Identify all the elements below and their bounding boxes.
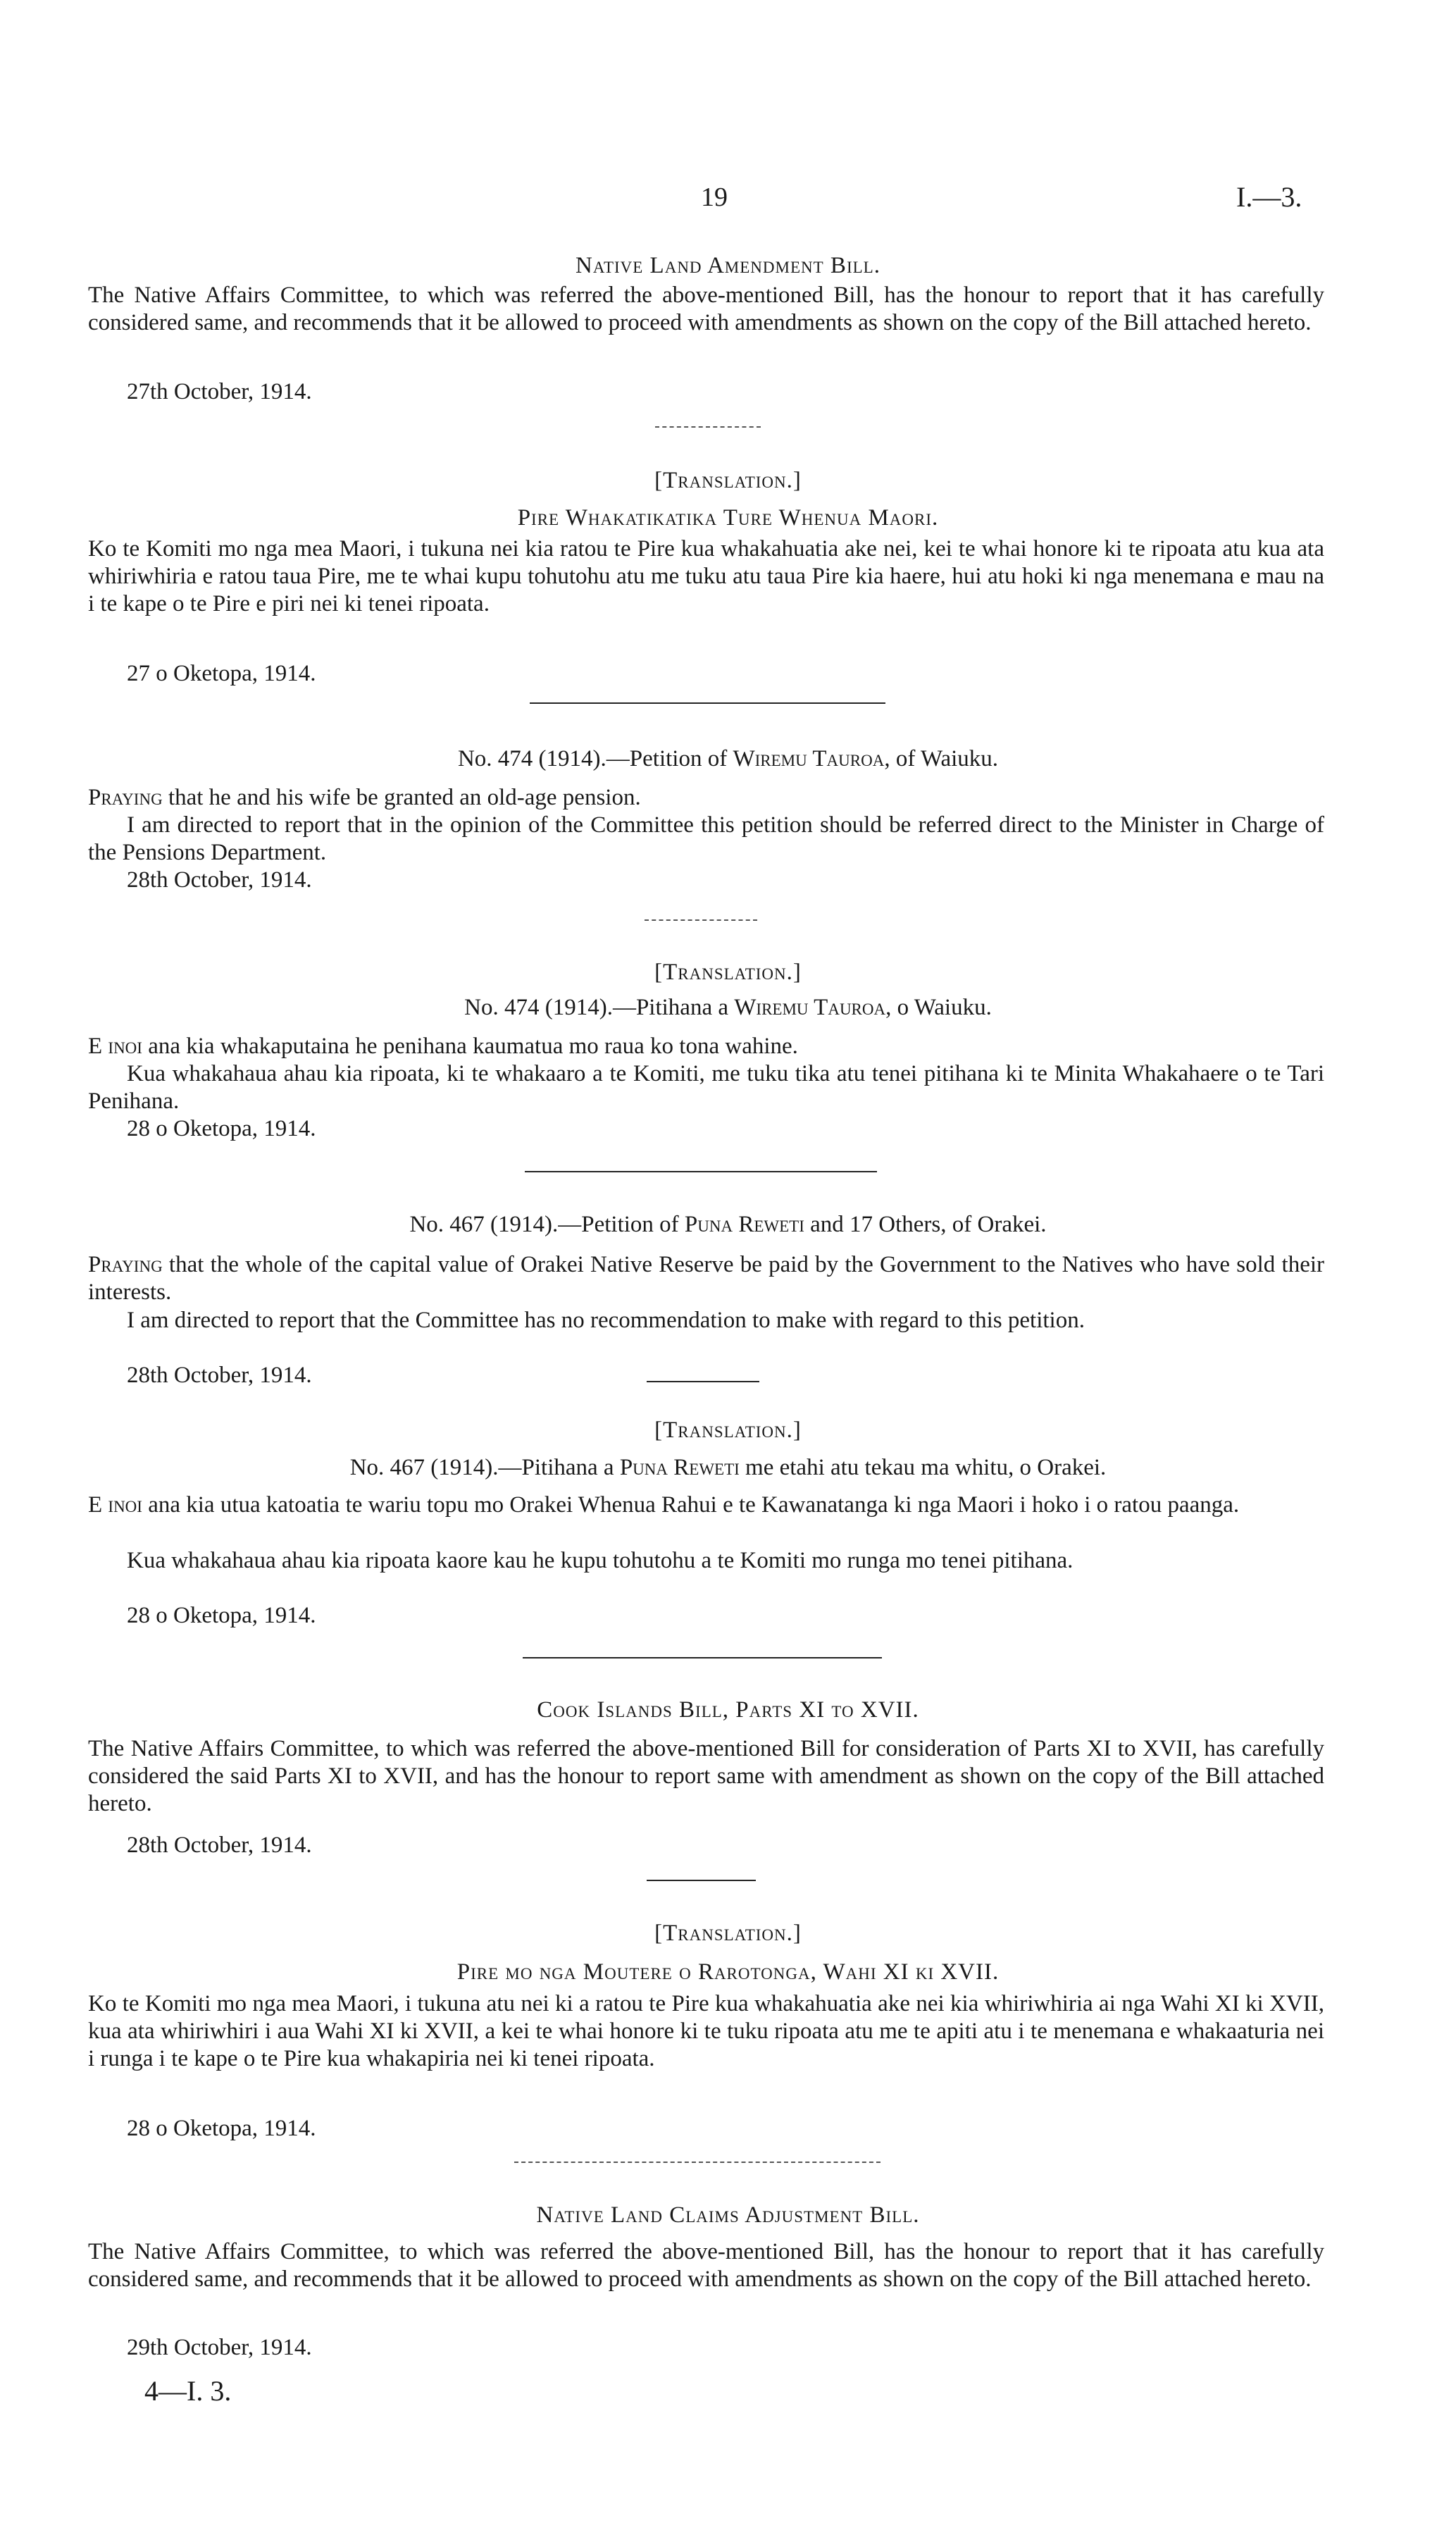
translation-label: [Translation.] bbox=[654, 1921, 802, 1946]
opening-text: ana kia utua katoatia te wariu topu mo Orakei Whenua Rahui e te Kawanatanga ki nga Maori i hoko i o ratou paanga. bbox=[142, 1492, 1240, 1518]
opening-text: ana kia whakaputaina he penihana kaumatua mo raua ko tona wahine. bbox=[142, 1034, 798, 1059]
petition-report: I am directed to report that the Committee has no recommendation to make with regard to this petition. bbox=[127, 1308, 1085, 1333]
section-heading-land-claims: Native Land Claims Adjustment Bill. bbox=[536, 2202, 920, 2228]
section-date: 28 o Oketopa, 1914. bbox=[127, 2116, 316, 2141]
section-date: 28th October, 1914. bbox=[127, 1833, 312, 1858]
document-reference: I.—3. bbox=[1236, 181, 1302, 213]
petition-report: I am directed to report that in the opinion of the Committee this petition should be referred direct to the Minister in Charge of the Pensions Department. bbox=[88, 812, 1324, 865]
petition-title-467 bbox=[0, 1210, 1456, 1239]
section-date: 27th October, 1914. bbox=[127, 379, 312, 404]
petition-place: me etahi atu tekau ma whitu, o Orakei. bbox=[739, 1455, 1107, 1480]
translation-label: [Translation.] bbox=[654, 1418, 802, 1443]
petition-report: Kua whakahaua ahau kia ripoata, ki te whakaaro a te Komiti, me tuku tika atu tenei pitihana ki te Minita Whakahaere o te Tari Penihana. bbox=[88, 1061, 1324, 1114]
translation-body: Ko te Komiti mo nga mea Maori, i tukuna atu nei ki a ratou te Pire kua whakahuatia ake nei kia whiriwhiria ai nga Wahi XI ki XVII, kua ata whiriwhiri i aua Wahi XI ki XVII, a kei te whai honore ki te tuku ripoata atu me te apiti atu i te menemana e whakaaturia nei i runga i te kape o te Pire kua whakapiria nei ki tenei ripoata. bbox=[88, 1991, 1324, 2071]
section-date: 27 o Oketopa, 1914. bbox=[127, 661, 316, 686]
page-number: 19 bbox=[701, 182, 728, 212]
section-heading-cook-islands: Cook Islands Bill, Parts XI to XVII. bbox=[537, 1697, 919, 1723]
section-body-land-claims: The Native Affairs Committee, to which was referred the above-mentioned Bill, has the honour to report that it has carefully considered same, and recommends that it be allowed to proceed with amendments as shown on the copy of the Bill attached hereto. bbox=[88, 2239, 1324, 2292]
petition-opening bbox=[88, 1492, 1324, 1519]
translation-heading: Pire mo nga Moutere o Rarotonga, Wahi XI ki XVII. bbox=[456, 1959, 1000, 1985]
praying-word: Praying bbox=[88, 785, 163, 810]
translation-label: [Translation.] bbox=[654, 468, 802, 493]
petition-title-474-translation bbox=[0, 993, 1456, 1022]
praying-word: Praying bbox=[88, 1252, 163, 1277]
divider bbox=[523, 1657, 882, 1658]
petition-dash: —Pitihana a bbox=[498, 1455, 620, 1480]
translation-heading: Pire Whakatikatika Ture Whenua Maori. bbox=[517, 505, 939, 531]
petition-place: , of Waiuku. bbox=[884, 746, 999, 771]
section-date: 28 o Oketopa, 1914. bbox=[127, 1116, 316, 1141]
translation-body: Ko te Komiti mo nga mea Maori, i tukuna nei kia ratou te Pire kua whakahuatia ake nei, kei te whai honore ki te ripoata atu kua ata whiriwhiria e ratou taua Pire, me te whai kupu tohutohu atu me tuku atu taua Pire kia haere, hui atu hoki ki nga menemana e mau na i te kape o te Pire e piri nei ki tenei ripoata. bbox=[88, 536, 1324, 616]
petition-number: No. 467 (1914). bbox=[409, 1212, 559, 1237]
divider bbox=[645, 919, 757, 921]
section-body-cook-islands: The Native Affairs Committee, to which was referred the above-mentioned Bill for consideration of Parts XI to XVII, has carefully considered the said Parts XI to XVII, and has the honour to report same with amendment as shown on the copy of the Bill attached hereto. bbox=[88, 1736, 1324, 1816]
section-date: 28 o Oketopa, 1914. bbox=[127, 1603, 316, 1628]
petition-place: and 17 Others, of Orakei. bbox=[804, 1212, 1047, 1237]
section-heading-native-land-amendment: Native Land Amendment Bill. bbox=[575, 253, 881, 278]
translation-label: [Translation.] bbox=[654, 960, 802, 985]
praying-text: that the whole of the capital value of Orakei Native Reserve be paid by the Government to the Natives who have sold their interests. bbox=[88, 1252, 1324, 1305]
opening-word: E inoi bbox=[88, 1492, 142, 1518]
petition-number: No. 467 (1914). bbox=[349, 1455, 499, 1480]
divider bbox=[647, 1381, 759, 1382]
footer-signature: 4—I. 3. bbox=[144, 2375, 232, 2407]
petition-praying bbox=[88, 784, 1324, 812]
petitioner-name: Wiremu Tauroa bbox=[734, 995, 886, 1020]
petition-place: , o Waiuku. bbox=[885, 995, 992, 1020]
petition-title-467-translation bbox=[0, 1453, 1456, 1482]
section-body-native-land-amendment: The Native Affairs Committee, to which was referred the above-mentioned Bill, has the honour to report that it has carefully considered same, and recommends that it be allowed to proceed with amendments as shown on the copy of the Bill attached hereto. bbox=[88, 283, 1324, 335]
petition-dash: —Petition of bbox=[558, 1212, 685, 1237]
divider bbox=[514, 2162, 881, 2163]
section-date: 28th October, 1914. bbox=[127, 1363, 312, 1388]
divider bbox=[655, 426, 761, 428]
petitioner-name: Wiremu Tauroa bbox=[733, 746, 885, 771]
petition-title-474 bbox=[0, 745, 1456, 773]
section-date: 29th October, 1914. bbox=[127, 2335, 312, 2360]
petitioner-name: Puna Reweti bbox=[619, 1455, 740, 1480]
divider bbox=[647, 1880, 756, 1881]
petition-praying bbox=[88, 1251, 1324, 1306]
opening-word: E inoi bbox=[88, 1034, 142, 1059]
petitioner-name: Puna Reweti bbox=[684, 1212, 804, 1237]
petition-dash: —Petition of bbox=[606, 746, 733, 771]
petition-dash: —Pitihana a bbox=[612, 995, 735, 1020]
petition-number: No. 474 (1914). bbox=[464, 995, 613, 1020]
divider bbox=[530, 702, 885, 704]
petition-opening bbox=[88, 1033, 1324, 1060]
praying-text: that he and his wife be granted an old-age pension. bbox=[162, 785, 641, 810]
petition-report: Kua whakahaua ahau kia ripoata kaore kau he kupu tohutohu a te Komiti mo runga mo tenei pitihana. bbox=[127, 1548, 1074, 1573]
section-date: 28th October, 1914. bbox=[127, 867, 312, 893]
petition-number: No. 474 (1914). bbox=[457, 746, 606, 771]
divider bbox=[525, 1171, 877, 1172]
